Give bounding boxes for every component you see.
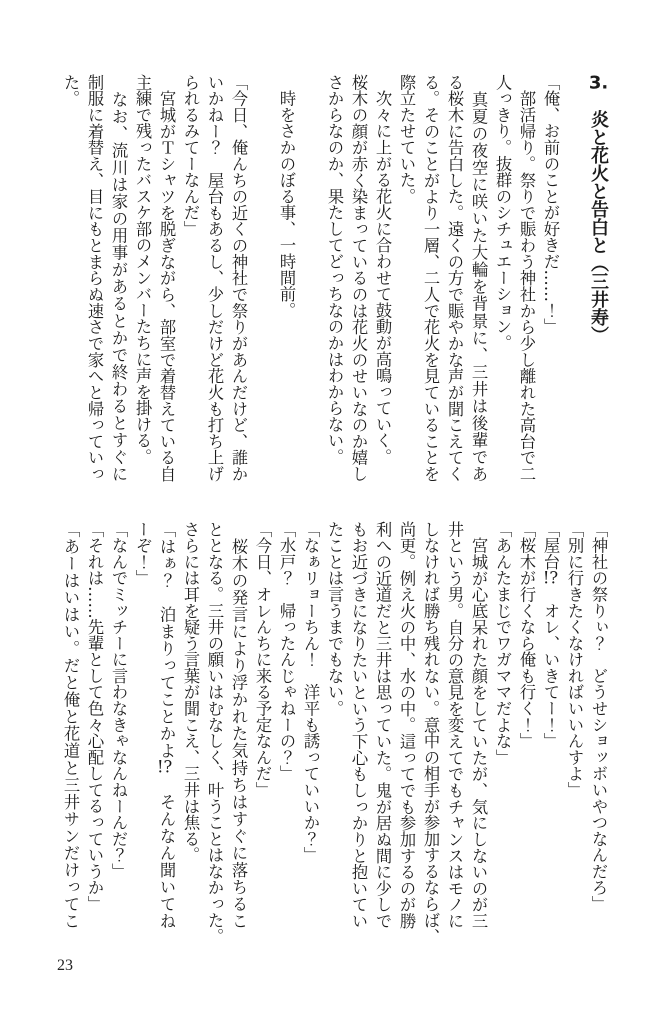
text-line: 利への近道だと三井は思っていた。鬼が居ぬ間に少しで [373,521,392,929]
text-line: 「あんたまじでワガママだよな」 [493,521,512,766]
text-line: 「別に行きたくなければいいんすよ」 [565,521,584,798]
tate-chu-yoko-mark: !? [157,759,173,776]
text-line: なお、流川は家の用事があるとかで終わるとすぐに [109,74,128,482]
text-line [538,521,562,929]
text-line: 尚更。例え火の中、水の中。這ってでも参加するのが勝 [397,521,416,929]
text-line: 部活帰り。祭りで賑わう神社から少し離れた高台で二 [517,74,536,482]
text-line: 宮城がＴシャツを脱ぎながら、部室で着替えている自 [157,74,176,482]
text-line: 「今日、オレんちに来る予定なんだ」 [253,521,272,798]
chapter-number: 3. [588,74,609,92]
text-line: 桜木の顔が赤く染まっているのは花火のせいなのか嬉し [349,74,368,482]
text-line: 次々に上がる花火に合わせて鼓動が高鳴っていく。 [373,74,392,465]
text-line: 際立たせていた。 [397,74,416,205]
text-line: いかねー？ 屋台もあるし、少しだけど花火も打ち上げ [205,74,224,482]
text-line: 桜木の発言により浮かれた気持ちはすぐに落ちるこ [229,521,248,929]
text-line: た。 [61,74,80,107]
chapter-title-text: 炎と花火と告白と（三井寿） [588,110,609,344]
text-line [154,521,178,929]
blank-line [562,74,586,482]
text-line: る桜木に告白した。遠くの方で賑やかな声が聞こえてく [445,74,464,482]
blank-line [298,74,322,482]
text-line: もお近づきになりたいという下心もしっかりと抱いてい [349,521,368,929]
text-line: 「今日、俺んちの近くの神社で祭りがあんだけど、誰か [229,74,248,482]
text-line: 宮城が心底呆れた顔をしていたが、気にしないのが三 [469,521,488,929]
scene-transition-line: 時をさかのぼる事、一時間前。 [277,74,296,319]
text-segment: そんなん聞いてね [157,776,176,929]
text-line: 「それは……先輩として色々心配してるっていうか」 [85,521,104,912]
text-segment: 「はぁ？ 泊まりってことかよ [157,521,176,760]
text-line: 「桜木が行くなら俺も行く！」 [517,521,536,750]
page-number: 23 [57,957,73,974]
text-line: たことは言うまでもない。 [325,521,344,717]
text-line: 「なぁリョーちん！ 洋平も誘っていいか？」 [301,521,320,864]
text-line: 「あーはいはい。だと俺と花道と三井サンだけってこ [61,521,80,929]
text-line: さからなのか、果たしてどっちなのかはわからない。 [325,74,344,465]
text-line: 「俺、お前のことが好きだ……！」 [541,74,560,335]
text-line: 「なんでミッチーに言わなきゃなんねーんだ？」 [109,521,128,880]
text-line: 制服に着替え、目にもとまらぬ速さで家へと帰っていっ [85,74,104,482]
text-segment: 「屋台 [541,521,560,570]
chapter-title [586,74,610,482]
blank-line [250,74,274,482]
text-segment: オレ、いきてー！」 [541,586,560,750]
text-line: さらには耳を疑う言葉が聞こえ、三井は焦る。 [181,521,200,864]
text-line: る。そのことがより一層、二人で花火を見ていることを [421,74,440,482]
text-line: 人っきり。抜群のシチュエーション。 [493,74,512,351]
text-line: 「神社の祭りぃ？ どうせショッボいやつなんだろ」 [589,521,608,912]
text-line: ととなる。三井の願いはむなしく、叶うことはなかった。 [205,521,224,945]
upper-text-block [58,74,610,506]
text-line: 井という男。自分の意見を変えてでもチャンスはモノに [445,521,464,929]
tate-chu-yoko-mark: !? [542,569,559,587]
text-line: しなければ勝ち残れない。意中の相手が参加するならば、 [421,521,440,945]
text-line: られるみてーなんだ」 [181,74,200,237]
text-line: 「水戸？ 帰ったんじゃねーの？」 [277,521,296,782]
lower-text-block [58,521,610,953]
text-line: ーぞ！」 [133,521,152,587]
text-line: 真夏の夜空に咲いた大輪を背景に、三井は後輩であ [469,74,488,482]
text-line: 主練で残ったバスケ部のメンバーたちに声を掛ける。 [133,74,152,465]
